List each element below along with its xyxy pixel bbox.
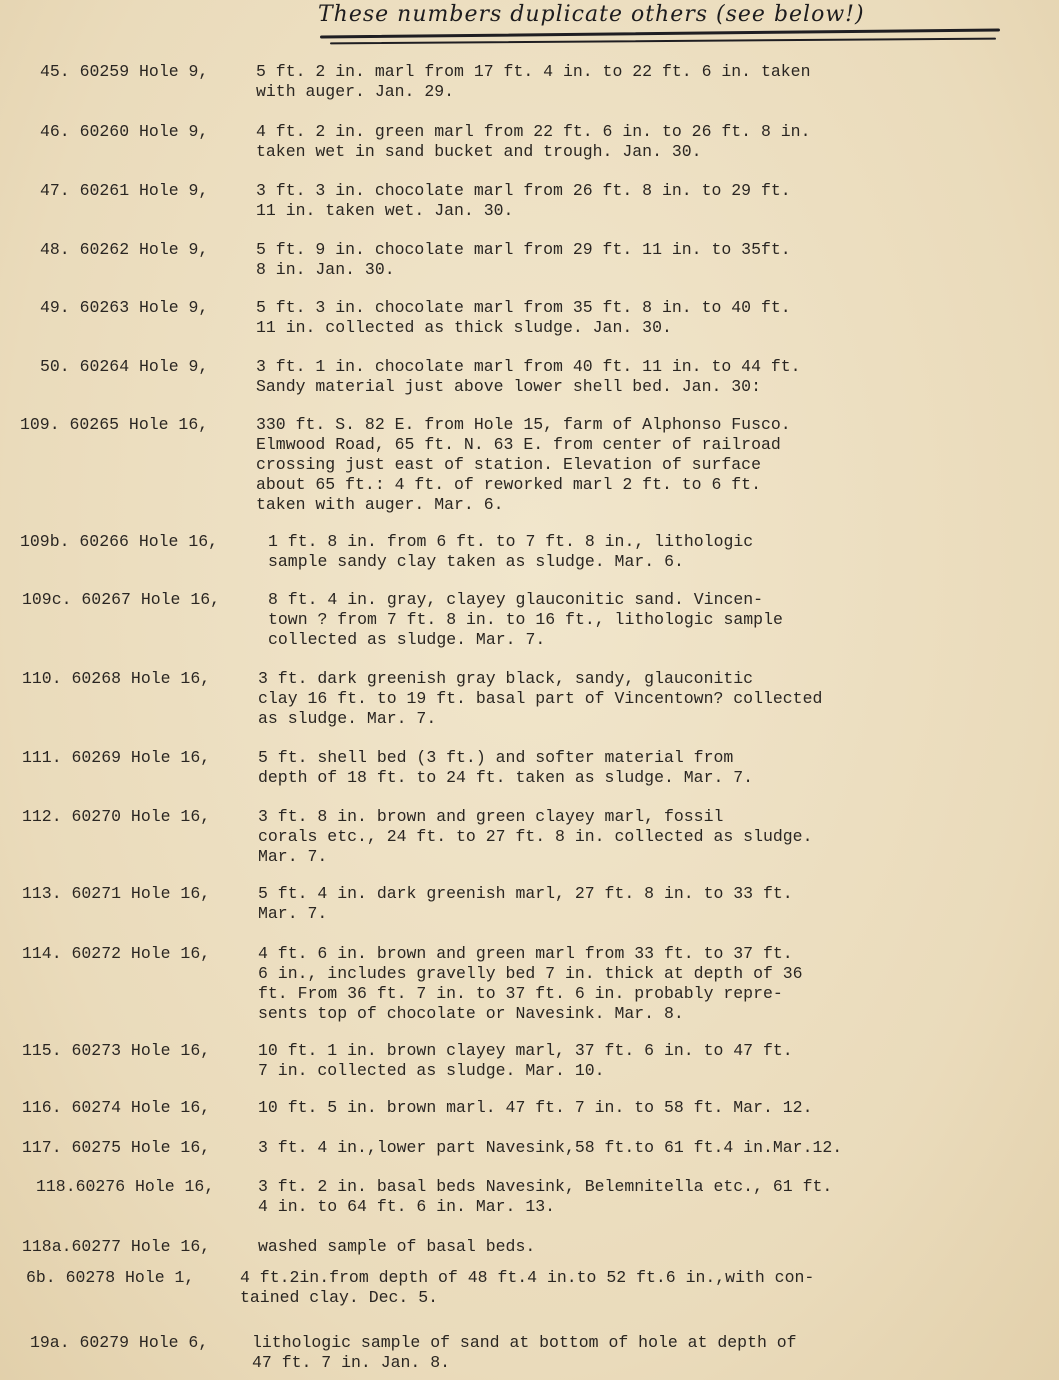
specimen-number: 109b. 60266 Hole 16,	[20, 532, 219, 551]
specimen-number: 113. 60271 Hole 16,	[22, 884, 211, 903]
specimen-number: 109c. 60267 Hole 16,	[22, 590, 221, 609]
description-line: town ? from 7 ft. 8 in. to 16 ft., lithologic sample	[268, 610, 783, 629]
specimen-description	[256, 240, 791, 280]
specimen-description	[258, 669, 822, 729]
description-line: collected as sludge. Mar. 7.	[268, 630, 546, 649]
specimen-description	[258, 1098, 813, 1118]
description-line: 5 ft. 2 in. marl from 17 ft. 4 in. to 22 ft. 6 in. taken	[256, 62, 811, 81]
description-line: 4 ft.2in.from depth of 48 ft.4 in.to 52 ft.6 in.,with con-	[240, 1268, 815, 1287]
specimen-number: 50. 60264 Hole 9,	[40, 357, 209, 376]
specimen-number: 111. 60269 Hole 16,	[22, 748, 211, 767]
specimen-description	[258, 1177, 832, 1217]
description-line: 3 ft. dark greenish gray black, sandy, glauconitic	[258, 669, 754, 688]
specimen-number: 45. 60259 Hole 9,	[40, 62, 209, 81]
description-line: washed sample of basal beds.	[258, 1237, 536, 1256]
specimen-description	[258, 884, 793, 924]
specimen-number: 112. 60270 Hole 16,	[22, 807, 211, 826]
description-line: 5 ft. 9 in. chocolate marl from 29 ft. 11 in. to 35ft.	[256, 240, 791, 259]
specimen-description	[258, 1237, 535, 1257]
specimen-number: 19a. 60279 Hole 6,	[30, 1333, 209, 1352]
specimen-description	[256, 357, 801, 397]
specimen-number: 47. 60261 Hole 9,	[40, 181, 209, 200]
description-line: 4 in. to 64 ft. 6 in. Mar. 13.	[258, 1197, 556, 1216]
description-line: 5 ft. shell bed (3 ft.) and softer material from	[258, 748, 734, 767]
specimen-number: 49. 60263 Hole 9,	[40, 298, 209, 317]
description-line: lithologic sample of sand at bottom of hole at depth of	[252, 1333, 797, 1352]
description-line: Sandy material just above lower shell bed. Jan. 30:	[256, 377, 761, 396]
specimen-number: 109. 60265 Hole 16,	[20, 415, 209, 434]
description-line: 11 in. collected as thick sludge. Jan. 30.	[256, 318, 672, 337]
description-line: corals etc., 24 ft. to 27 ft. 8 in. collected as sludge.	[258, 827, 813, 846]
specimen-description	[268, 590, 783, 650]
specimen-description	[240, 1268, 814, 1308]
specimen-number: 6b. 60278 Hole 1,	[26, 1268, 195, 1287]
specimen-number: 110. 60268 Hole 16,	[22, 669, 211, 688]
specimen-description	[258, 1041, 793, 1081]
specimen-number: 48. 60262 Hole 9,	[40, 240, 209, 259]
description-line: 4 ft. 2 in. green marl from 22 ft. 6 in. to 26 ft. 8 in.	[256, 122, 811, 141]
description-line: Mar. 7.	[258, 904, 328, 923]
specimen-number: 118.60276 Hole 16,	[36, 1177, 215, 1196]
description-line: 47 ft. 7 in. Jan. 8.	[252, 1353, 451, 1372]
description-line: 5 ft. 3 in. chocolate marl from 35 ft. 8 in. to 40 ft.	[256, 298, 791, 317]
description-line: 10 ft. 5 in. brown marl. 47 ft. 7 in. to 58 ft. Mar. 12.	[258, 1098, 813, 1117]
specimen-description	[258, 1138, 842, 1158]
specimen-description	[258, 944, 803, 1024]
description-line: taken with auger. Mar. 6.	[256, 495, 504, 514]
specimen-number: 115. 60273 Hole 16,	[22, 1041, 211, 1060]
specimen-description	[256, 181, 791, 221]
description-line: 8 ft. 4 in. gray, clayey glauconitic sand. Vincen-	[268, 590, 764, 609]
specimen-description	[256, 298, 791, 338]
description-line: 330 ft. S. 82 E. from Hole 15, farm of Alphonso Fusco.	[256, 415, 791, 434]
specimen-description	[258, 807, 813, 867]
description-line: 11 in. taken wet. Jan. 30.	[256, 201, 514, 220]
description-line: Mar. 7.	[258, 847, 328, 866]
description-line: 4 ft. 6 in. brown and green marl from 33 ft. to 37 ft.	[258, 944, 793, 963]
description-line: ft. From 36 ft. 7 in. to 37 ft. 6 in. probably repre-	[258, 984, 783, 1003]
description-line: as sludge. Mar. 7.	[258, 709, 437, 728]
description-line: sample sandy clay taken as sludge. Mar. 6.	[268, 552, 684, 571]
description-line: sents top of chocolate or Navesink. Mar. 8.	[258, 1004, 684, 1023]
description-line: 3 ft. 2 in. basal beds Navesink, Belemnitella etc., 61 ft.	[258, 1177, 833, 1196]
description-line: Elmwood Road, 65 ft. N. 63 E. from center of railroad	[256, 435, 781, 454]
description-line: 3 ft. 3 in. chocolate marl from 26 ft. 8 in. to 29 ft.	[256, 181, 791, 200]
specimen-number: 117. 60275 Hole 16,	[22, 1138, 211, 1157]
description-line: 10 ft. 1 in. brown clayey marl, 37 ft. 6 in. to 47 ft.	[258, 1041, 793, 1060]
description-line: clay 16 ft. to 19 ft. basal part of Vincentown? collected	[258, 689, 823, 708]
description-line: 6 in., includes gravelly bed 7 in. thick at depth of 36	[258, 964, 803, 983]
specimen-number: 114. 60272 Hole 16,	[22, 944, 211, 963]
description-line: 5 ft. 4 in. dark greenish marl, 27 ft. 8 in. to 33 ft.	[258, 884, 793, 903]
description-line: depth of 18 ft. to 24 ft. taken as sludge. Mar. 7.	[258, 768, 754, 787]
description-line: taken wet in sand bucket and trough. Jan. 30.	[256, 142, 702, 161]
specimen-number: 46. 60260 Hole 9,	[40, 122, 209, 141]
description-line: 3 ft. 1 in. chocolate marl from 40 ft. 11 in. to 44 ft.	[256, 357, 801, 376]
specimen-number: 116. 60274 Hole 16,	[22, 1098, 211, 1117]
handwritten-note: These numbers duplicate others (see below!)	[318, 2, 865, 27]
description-line: 7 in. collected as sludge. Mar. 10.	[258, 1061, 605, 1080]
description-line: tained clay. Dec. 5.	[240, 1288, 439, 1307]
specimen-description	[252, 1333, 797, 1373]
specimen-number: 118a.60277 Hole 16,	[22, 1237, 211, 1256]
description-line: crossing just east of station. Elevation of surface	[256, 455, 761, 474]
description-line: with auger. Jan. 29.	[256, 82, 455, 101]
handwritten-underline-second	[330, 38, 996, 45]
specimen-description	[256, 62, 811, 102]
description-line: 1 ft. 8 in. from 6 ft. to 7 ft. 8 in., lithologic	[268, 532, 754, 551]
specimen-description	[258, 748, 753, 788]
specimen-description	[256, 415, 791, 515]
description-line: 3 ft. 4 in.,lower part Navesink,58 ft.to 61 ft.4 in.Mar.12.	[258, 1138, 843, 1157]
specimen-description	[268, 532, 753, 572]
description-line: 8 in. Jan. 30.	[256, 260, 395, 279]
specimen-description	[256, 122, 811, 162]
description-line: 3 ft. 8 in. brown and green clayey marl, fossil	[258, 807, 724, 826]
description-line: about 65 ft.: 4 ft. of reworked marl 2 ft. to 6 ft.	[256, 475, 761, 494]
